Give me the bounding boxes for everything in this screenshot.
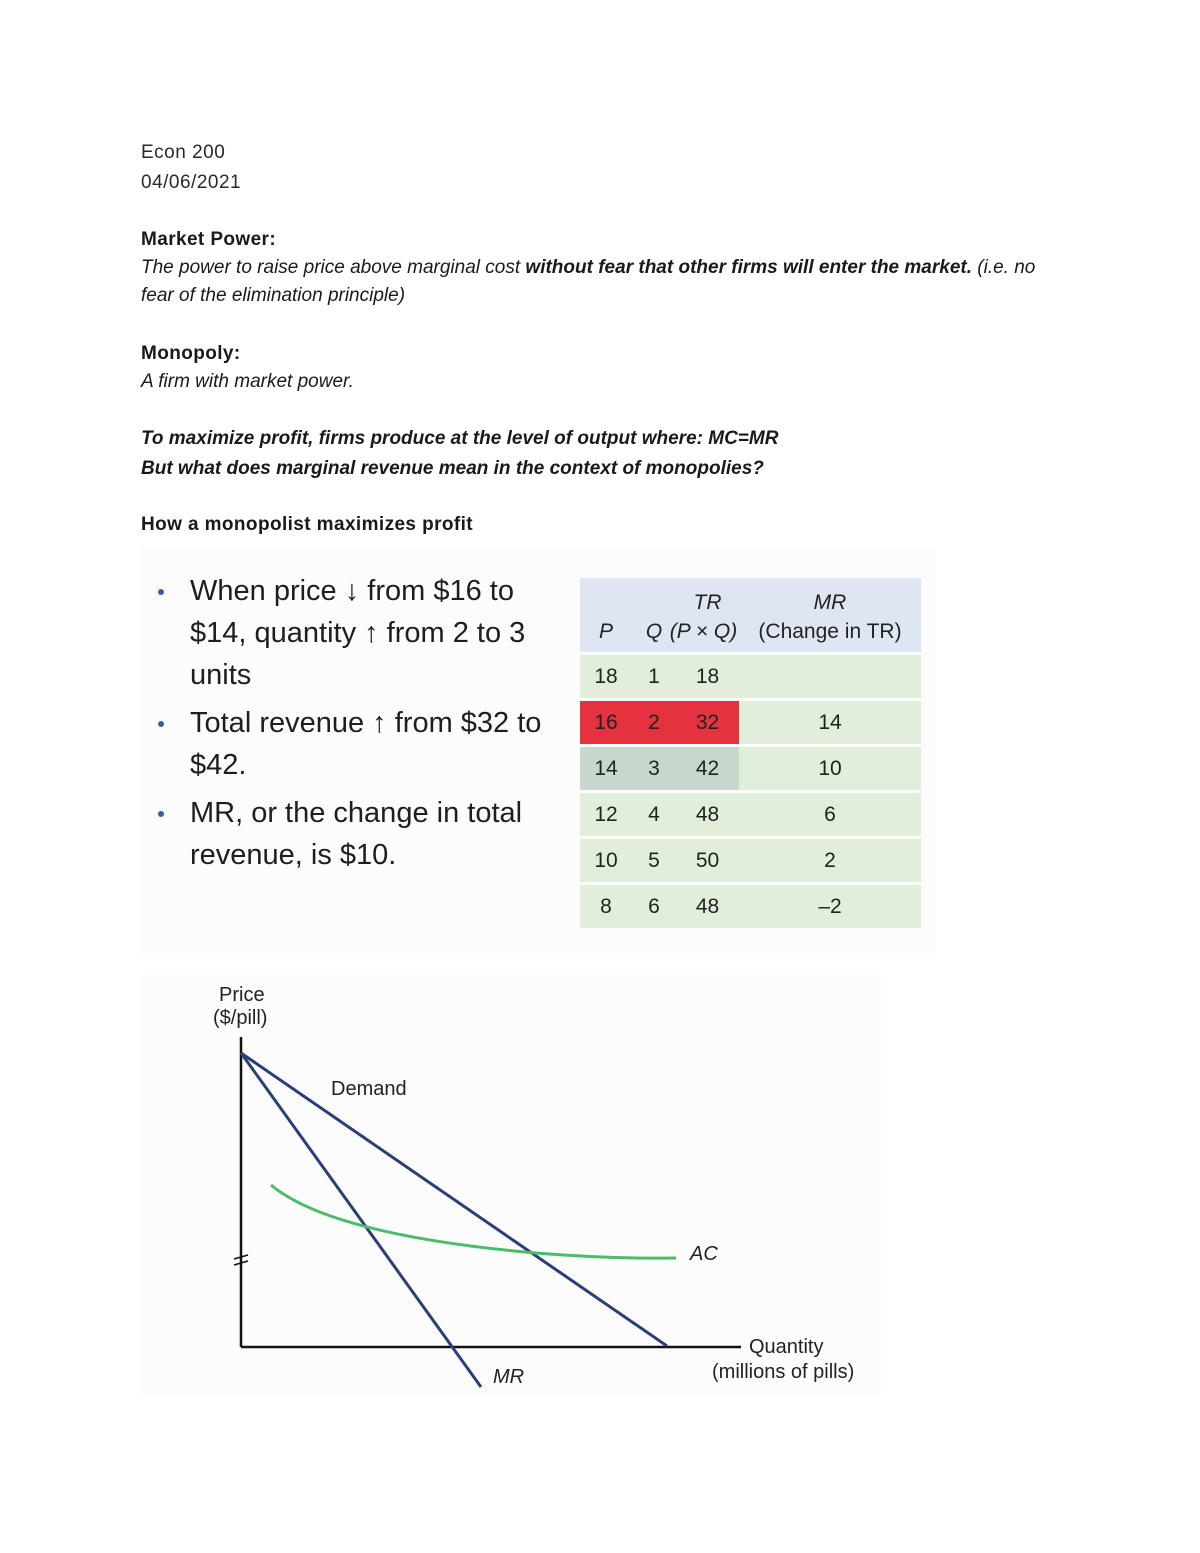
cell-tr: 48	[676, 793, 739, 836]
cell-p: 14	[580, 747, 632, 790]
bullet-item	[141, 570, 561, 696]
bullet-dot-icon	[158, 811, 164, 817]
cell-p: 8	[580, 885, 632, 928]
bullet-list	[141, 570, 561, 882]
x-axis-unit: (millions of pills)	[712, 1361, 855, 1383]
section-title: How a monopolist maximizes profit	[141, 514, 474, 535]
mr-label: MR	[493, 1366, 525, 1388]
x-axis-label: Quantity	[749, 1336, 824, 1358]
table-row	[580, 839, 921, 882]
bullet-text: When price ↓ from $16 to $14, quantity ↑ from 2 to 3 units	[190, 575, 526, 691]
market-power-definition	[141, 254, 1041, 310]
market-power-heading: Market Power:	[141, 229, 277, 250]
bullet-item	[141, 702, 561, 786]
cell-tr: 50	[676, 839, 739, 882]
cell-q: 5	[632, 839, 676, 882]
cell-tr: 18	[676, 655, 739, 698]
monopoly-definition: A firm with market power.	[141, 371, 354, 392]
header-tr: TR (P × Q)	[676, 578, 739, 652]
monopoly-heading: Monopoly:	[141, 343, 241, 364]
y-axis-label: Price	[219, 984, 265, 1006]
bullet-text: MR, or the change in total revenue, is $10.	[190, 797, 523, 871]
bullet-item	[141, 792, 561, 876]
cell-mr: 14	[739, 701, 921, 744]
cell-mr: –2	[739, 885, 921, 928]
definition-part-2: (i.e. no fear of the elimination principle)	[141, 257, 1036, 306]
cell-q: 4	[632, 793, 676, 836]
cell-q: 1	[632, 655, 676, 698]
monopoly-graph	[141, 975, 881, 1395]
demand-curve	[241, 1053, 667, 1346]
cell-mr: 2	[739, 839, 921, 882]
mr-curve	[241, 1053, 481, 1387]
table-row-highlighted-teal	[580, 747, 921, 790]
definition-part-1: The power to raise price above marginal cost	[141, 257, 526, 278]
bullet-dot-icon	[158, 721, 164, 727]
ac-label: AC	[690, 1243, 718, 1265]
profit-rule: To maximize profit, firms produce at the level of output where: MC=MR	[141, 428, 779, 449]
cell-q: 6	[632, 885, 676, 928]
cell-mr: 10	[739, 747, 921, 790]
cell-tr: 32	[676, 701, 739, 744]
date: 04/06/2021	[141, 172, 242, 193]
bullet-text: Total revenue ↑ from $32 to $42.	[190, 707, 542, 781]
cell-tr: 48	[676, 885, 739, 928]
course-name: Econ 200	[141, 142, 226, 163]
cell-q: 3	[632, 747, 676, 790]
y-axis-unit: ($/pill)	[213, 1007, 268, 1029]
profit-question: But what does marginal revenue mean in the context of monopolies?	[141, 458, 764, 479]
cell-p: 16	[580, 701, 632, 744]
cell-mr	[739, 655, 921, 698]
revenue-table	[580, 575, 921, 931]
cell-p: 12	[580, 793, 632, 836]
demand-label: Demand	[331, 1078, 407, 1100]
ac-curve	[271, 1185, 676, 1258]
header-p: P	[580, 578, 632, 652]
header-mr: MR (Change in TR)	[739, 578, 921, 652]
cell-q: 2	[632, 701, 676, 744]
slide-panel	[141, 548, 936, 958]
table-row	[580, 793, 921, 836]
cell-p: 18	[580, 655, 632, 698]
definition-emphasis: without fear that other firms will enter the market.	[525, 257, 972, 278]
graph-canvas	[141, 975, 881, 1395]
cell-mr: 6	[739, 793, 921, 836]
cell-tr: 42	[676, 747, 739, 790]
table-header	[580, 578, 921, 652]
table-row-highlighted-red	[580, 701, 921, 744]
table-row	[580, 885, 921, 928]
bullet-dot-icon	[158, 589, 164, 595]
cell-p: 10	[580, 839, 632, 882]
header-q: Q	[632, 578, 676, 652]
table-row	[580, 655, 921, 698]
